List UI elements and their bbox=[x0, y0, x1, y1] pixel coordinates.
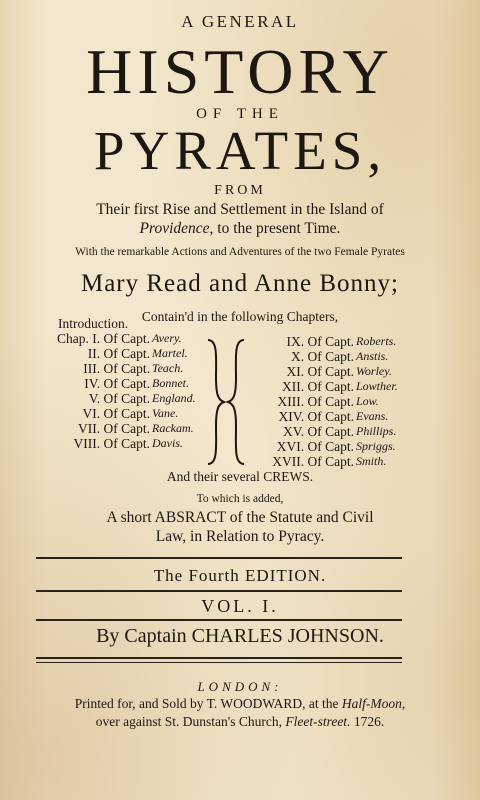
crews-line: And their several CREWS. bbox=[166, 469, 314, 484]
chapter-number: XVII. Of Capt. bbox=[272, 454, 354, 469]
chapter-number: III. Of Capt. bbox=[83, 361, 150, 376]
names-line: Mary Read and Anne Bonny; bbox=[80, 270, 399, 297]
heading-from: FROM bbox=[214, 183, 266, 198]
remarkable-line: With the remarkable Actions and Adventures of the two Female Pyrates bbox=[75, 246, 405, 258]
right-brace-icon bbox=[226, 338, 248, 466]
captain-name: Evans. bbox=[356, 409, 389, 423]
imprint-line-2 bbox=[0, 714, 480, 730]
divider bbox=[36, 662, 402, 663]
city-line: LONDON: bbox=[197, 679, 283, 694]
abstract-line-1: A short ABSRACT of the Statute and Civil bbox=[106, 509, 374, 526]
volume-line: VOL. I. bbox=[201, 596, 279, 616]
chapter-number: VI. Of Capt. bbox=[82, 406, 150, 421]
chapter-number: IV. Of Capt. bbox=[84, 376, 150, 391]
captain-name: Phillips. bbox=[356, 424, 397, 438]
captain-name: Vane. bbox=[152, 406, 179, 420]
captain-name: Worley. bbox=[356, 364, 392, 378]
edition-line: The Fourth EDITION. bbox=[153, 566, 327, 585]
chapter-number: XIV. Of Capt. bbox=[278, 409, 354, 424]
chapter-number: VIII. Of Capt. bbox=[73, 436, 150, 451]
captain-name: Avery. bbox=[152, 331, 182, 345]
left-brace-icon bbox=[204, 338, 226, 466]
heading-of-the: OF THE bbox=[196, 106, 284, 122]
chapter-number: XII. Of Capt. bbox=[282, 379, 354, 394]
abstract-line-2: Law, in Relation to Pyracy. bbox=[155, 528, 325, 545]
captain-name: Teach. bbox=[152, 361, 184, 375]
captain-name: Roberts. bbox=[356, 334, 397, 348]
chapter-number: XV. Of Capt. bbox=[282, 424, 354, 439]
chapters-right-names bbox=[356, 334, 416, 469]
captain-name: Spriggs. bbox=[356, 439, 396, 453]
captain-name: Lowther. bbox=[356, 379, 398, 393]
chapter-number: IX. Of Capt. bbox=[286, 334, 354, 349]
chapter-number: Chap. I. Of Capt. bbox=[57, 331, 150, 346]
divider bbox=[36, 557, 402, 559]
captain-name: Bonnet. bbox=[152, 376, 189, 390]
heading-a-general: A GENERAL bbox=[181, 12, 299, 31]
imprint-printer: Printed for, and Sold by T. WOODWARD, at the bbox=[74, 696, 342, 711]
chapter-number: XI. Of Capt. bbox=[286, 364, 354, 379]
chapter-number: II. Of Capt. bbox=[87, 346, 150, 361]
present-time-text: , to the present Time. bbox=[209, 220, 341, 237]
imprint-line-1 bbox=[0, 696, 480, 712]
heading-history: HISTORY bbox=[86, 36, 394, 107]
chapter-number: XIII. Of Capt. bbox=[277, 394, 354, 409]
imprint-address: over against St. Dunstan's Church, bbox=[95, 714, 286, 729]
captain-name: Martel. bbox=[152, 346, 188, 360]
introduction-label: Introduction. bbox=[58, 316, 129, 331]
chapter-number: X. Of Capt. bbox=[291, 349, 354, 364]
captain-name: Anstis. bbox=[356, 349, 389, 363]
captain-name: England. bbox=[152, 391, 196, 405]
chapter-number: VII. Of Capt. bbox=[78, 421, 150, 436]
subtitle-rise-line-2 bbox=[0, 220, 480, 238]
chapter-number: XVI. Of Capt. bbox=[276, 439, 354, 454]
imprint-street: Fleet-street. bbox=[285, 714, 351, 729]
chapters-right-numbers bbox=[246, 334, 354, 469]
subtitle-rise-line-1: Their first Rise and Settlement in the Island of bbox=[96, 201, 384, 218]
imprint-year: 1726. bbox=[350, 714, 385, 729]
added-line: To which is added, bbox=[196, 493, 284, 505]
chapters-left-numbers bbox=[30, 331, 150, 451]
chapters-left-names bbox=[152, 331, 212, 451]
providence-text: Providence bbox=[139, 220, 210, 237]
imprint-sign: Half-Moon, bbox=[341, 696, 406, 711]
contained-line: Contain'd in the following Chapters, bbox=[141, 309, 339, 324]
captain-name: Smith. bbox=[356, 454, 387, 468]
divider bbox=[36, 619, 402, 621]
captain-name: Davis. bbox=[152, 436, 183, 450]
captain-name: Low. bbox=[356, 394, 379, 408]
chapter-number: V. Of Capt. bbox=[88, 391, 150, 406]
divider bbox=[36, 590, 402, 592]
captain-name: Rackam. bbox=[152, 421, 194, 435]
heading-pyrates: PYRATES, bbox=[93, 120, 387, 181]
divider bbox=[36, 657, 402, 659]
author-line: By Captain CHARLES JOHNSON. bbox=[96, 625, 384, 647]
